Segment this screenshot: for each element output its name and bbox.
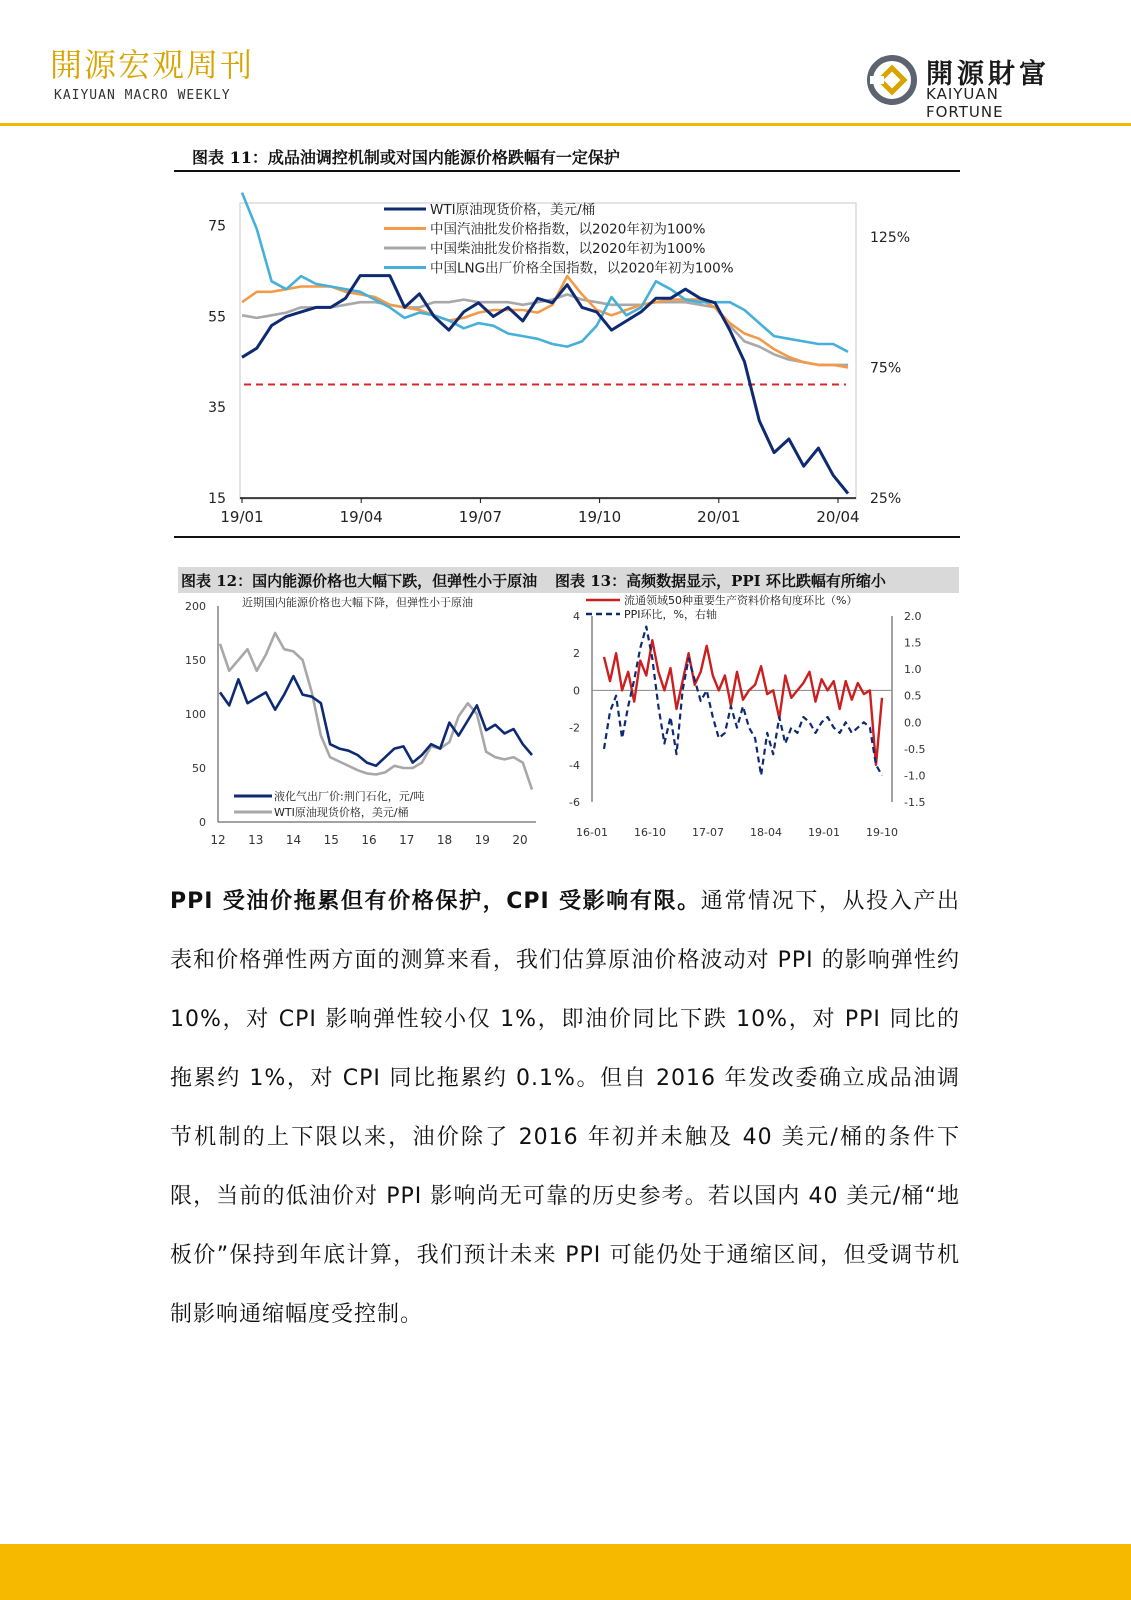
figure13-chart bbox=[556, 594, 946, 860]
x-tick-label: 18-04 bbox=[750, 826, 782, 839]
figure12-title: 图表 12：国内能源价格也大幅下跌，但弹性小于原油 bbox=[181, 572, 538, 590]
legend-label: 流通领域50种重要生产资料价格旬度环比（%） bbox=[624, 594, 858, 607]
x-tick-label: 19/04 bbox=[339, 508, 383, 526]
x-tick-label: 19 bbox=[474, 833, 490, 847]
body-paragraph bbox=[170, 872, 960, 1344]
y-left-tick-label: 4 bbox=[573, 610, 580, 623]
y-right-tick-label: 1.0 bbox=[904, 663, 922, 677]
x-tick-label: 16-01 bbox=[576, 826, 608, 839]
legend-label: 中国柴油批发价格指数，以2020年初为100% bbox=[430, 241, 706, 257]
logo-mark-icon bbox=[866, 54, 918, 106]
legend-label: WTI原油现货价格，美元/桶 bbox=[274, 806, 409, 819]
y-tick-label: 150 bbox=[185, 654, 206, 667]
x-tick-label: 16-10 bbox=[634, 826, 666, 839]
legend-label: 中国汽油批发价格指数，以2020年初为100% bbox=[430, 221, 706, 238]
y-right-tick-label: 0.5 bbox=[904, 689, 922, 703]
y-tick-label: 0 bbox=[199, 816, 206, 829]
figure13-title: 图表 13：高频数据显示，PPI 环比跌幅有所缩小 bbox=[555, 572, 886, 590]
header-subtitle: KAIYUAN MACRO WEEKLY bbox=[54, 88, 231, 103]
x-tick-label: 19/01 bbox=[220, 508, 264, 526]
y-right-tick-label: -1.0 bbox=[904, 769, 926, 783]
legend-label: 中国LNG出厂价格全国指数，以2020年初为100% bbox=[430, 260, 734, 277]
y-right-tick-label: 125% bbox=[870, 229, 911, 246]
y-left-tick-label: 2 bbox=[573, 647, 580, 661]
body-bold-lead: PPI 受油价拖累但有价格保护，CPI 受影响有限。 bbox=[170, 889, 701, 914]
x-tick-label: 17 bbox=[399, 833, 415, 847]
y-left-tick-label: 75 bbox=[208, 218, 226, 235]
x-tick-label: 19/07 bbox=[458, 508, 503, 526]
x-tick-label: 18 bbox=[436, 833, 453, 847]
figure11-top-rule bbox=[174, 170, 960, 172]
x-tick-label: 12 bbox=[210, 833, 226, 847]
y-right-tick-label: 1.5 bbox=[904, 636, 922, 650]
figure11-bottom-rule bbox=[174, 536, 960, 538]
y-tick-label: 100 bbox=[185, 708, 206, 721]
legend-label: PPI环比，%，右轴 bbox=[624, 608, 717, 621]
x-tick-label: 20/04 bbox=[816, 508, 860, 526]
logo-name: 開源財富 bbox=[926, 59, 1050, 90]
y-right-tick-label: -1.5 bbox=[904, 796, 926, 809]
x-tick-label: 19-01 bbox=[808, 826, 840, 839]
figure12-annotation: 近期国内能源价格也大幅下降，但弹性小于原油 bbox=[242, 596, 473, 609]
x-tick-label: 14 bbox=[285, 833, 302, 847]
body-text: 通常情况下，从投入产出表和价格弹性两方面的测算来看，我们估算原油价格波动对 PPI 的影响弹性约 10%，对 CPI 影响弹性较小仅 1%，即油价同比下跌 10%，对 PPI 同比的拖累约 1%，对 CPI 同比拖累约 0.1%。但自 2016 年发改委确立成品油调节机制的上下限以来，油价除了 2016 年初并未触及 40 美元/桶的条件下限，当前的低油价对 PPI 影响尚无可靠的历史参考。若以国内 40 美元/桶“地板价”保持到年底计算，我们预计未来 PPI 可能仍处于通缩区间，但受调节机制影响通缩幅度受控制。 bbox=[170, 889, 960, 1327]
x-tick-label: 19-10 bbox=[866, 826, 898, 839]
y-right-tick-label: 0.0 bbox=[904, 716, 922, 730]
y-tick-label: 200 bbox=[185, 600, 206, 613]
logo-english: KAIYUAN FORTUNE bbox=[926, 85, 1004, 121]
y-left-tick-label: -6 bbox=[569, 796, 580, 809]
x-tick-label: 20 bbox=[512, 833, 528, 847]
y-left-tick-label: 0 bbox=[573, 684, 580, 698]
legend-label: 液化气出厂价:荆门石化，元/吨 bbox=[274, 790, 425, 803]
x-tick-label: 19/10 bbox=[577, 508, 622, 526]
header-rule bbox=[0, 123, 1131, 126]
y-left-tick-label: 15 bbox=[208, 491, 226, 507]
x-tick-label: 20/01 bbox=[697, 508, 741, 526]
y-left-tick-label: 55 bbox=[208, 309, 226, 326]
footer-bar bbox=[0, 1544, 1131, 1600]
x-tick-label: 17-07 bbox=[692, 826, 724, 839]
header-title: 開源宏观周刊 bbox=[50, 46, 255, 84]
x-tick-label: 15 bbox=[323, 833, 339, 847]
figure12-chart bbox=[178, 594, 550, 860]
y-right-tick-label: 25% bbox=[870, 491, 902, 507]
legend-label: WTI原油现货价格，美元/桶 bbox=[430, 202, 596, 218]
y-right-tick-label: -0.5 bbox=[904, 742, 926, 756]
y-right-tick-label: 75% bbox=[870, 360, 902, 377]
x-tick-label: 16 bbox=[361, 833, 377, 847]
y-left-tick-label: -2 bbox=[569, 721, 580, 735]
y-tick-label: 50 bbox=[192, 762, 206, 775]
x-tick-label: 13 bbox=[248, 833, 264, 847]
figure11-title: 图表 11：成品油调控机制或对国内能源价格跌幅有一定保护 bbox=[192, 148, 620, 167]
figure11-chart bbox=[174, 185, 960, 537]
brand-logo bbox=[866, 52, 1082, 121]
series-line-0 bbox=[604, 640, 882, 765]
y-right-tick-label: 2.0 bbox=[904, 610, 922, 623]
y-left-tick-label: 35 bbox=[208, 400, 226, 417]
y-left-tick-label: -4 bbox=[569, 758, 580, 772]
